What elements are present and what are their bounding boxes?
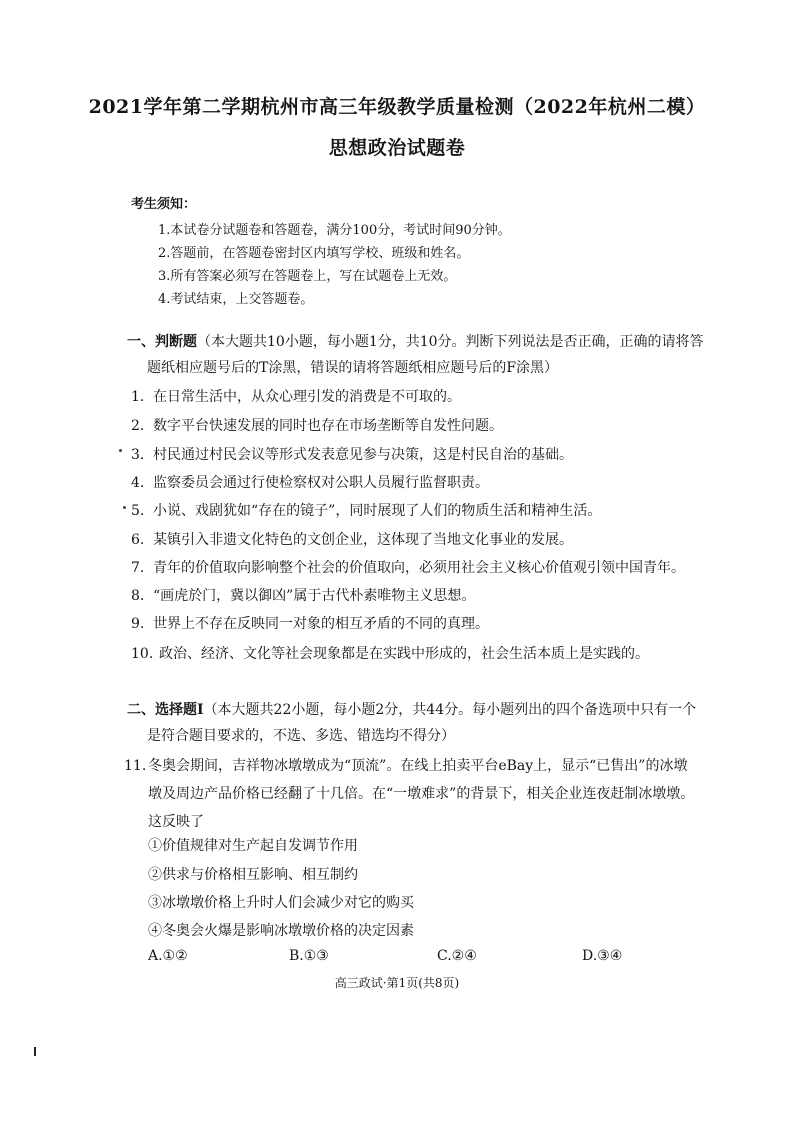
- question-number: 3.: [131, 447, 145, 463]
- page-footer: 高三政试·第1页(共8页): [334, 976, 460, 990]
- judgment-question: [131, 529, 573, 549]
- question-text: 政治、经济、文化等社会现象都是在实践中形成的，社会生活本质上是实践的。: [159, 646, 649, 662]
- notice-item: 1.本试卷分试题卷和答题卷，满分100分，考试时间90分钟。: [158, 223, 511, 238]
- answer-choice-b: B.①③: [289, 948, 329, 964]
- question-text: 小说、戏剧犹如“存在的镜子”，同时展现了人们的物质生活和精神生活。: [153, 503, 602, 519]
- scan-mark: [34, 1047, 36, 1056]
- question-stem-line: 墩及周边产品价格已经翻了十几倍。在“一墩难求”的背景下，相关企业连夜赶制冰墩墩。: [148, 786, 695, 802]
- choice-question-11: [124, 752, 694, 836]
- statement-option: ②供求与价格相互影响、相互制约: [148, 867, 358, 883]
- statement-option: ③冰墩墩价格上升时人们会减少对它的购买: [148, 895, 414, 911]
- question-text: 在日常生活中，从众心理引发的消费是不可取的。: [153, 389, 461, 405]
- question-number: 6.: [131, 532, 145, 548]
- question-text: 村民通过村民会议等形式发表意见参与决策，这是村民自治的基础。: [153, 447, 573, 463]
- question-number: 10.: [131, 646, 154, 662]
- question-number: 7.: [131, 560, 145, 576]
- exam-title: 2021学年第二学期杭州市高三年级教学质量检测（2022年杭州二模）: [88, 96, 706, 118]
- section-1-label: 一、判断题: [127, 334, 197, 350]
- section-1-heading: [127, 329, 704, 381]
- exam-subtitle: 思想政治试题卷: [328, 137, 466, 159]
- question-text: 数字平台快速发展的同时也存在市场垄断等自发性问题。: [153, 418, 503, 434]
- notice-heading: 考生须知：: [131, 197, 197, 212]
- judgment-question: [131, 386, 461, 406]
- question-number: 11.: [124, 758, 147, 774]
- section-2-label: 二、选择题Ⅰ: [127, 702, 204, 718]
- question-number: 2.: [131, 418, 145, 434]
- question-number: 9.: [131, 616, 145, 632]
- question-text: 某镇引入非遗文化特色的文创企业，这体现了当地文化事业的发展。: [153, 532, 573, 548]
- question-text: “画虎於门，冀以御凶”属于古代朴素唯物主义思想。: [153, 588, 476, 604]
- question-stem-line: 冬奥会期间，吉祥物冰墩墩成为“顶流”。在线上拍卖平台eBay上，显示“已售出”的冰墩: [148, 758, 688, 774]
- judgment-question: [131, 557, 685, 577]
- section-2-desc-cont: 是符合题目要求的，不选、多选、错选均不得分）: [147, 728, 455, 744]
- question-number: 4.: [131, 475, 145, 491]
- judgment-question: [131, 613, 489, 633]
- notice-item: 3.所有答案必须写在答题卷上，写在试题卷上无效。: [158, 269, 457, 284]
- question-text: 青年的价值取向影响整个社会的价值取向，必须用社会主义核心价值观引领中国青年。: [153, 560, 685, 576]
- notice-item: 4.考试结束，上交答题卷。: [158, 292, 314, 307]
- scan-speck: [123, 506, 126, 509]
- question-text: 世界上不存在反映同一对象的相互矛盾的不同的真理。: [153, 616, 489, 632]
- section-1-desc-cont: 题纸相应题号后的T涂黑，错误的请将答题纸相应题号后的F涂黑）: [147, 360, 559, 376]
- judgment-question: [131, 415, 503, 435]
- question-stem-line: 这反映了: [148, 814, 204, 830]
- judgment-question: [131, 472, 489, 492]
- judgment-question: [131, 643, 649, 663]
- question-number: 5.: [131, 503, 145, 519]
- section-2-heading: [127, 697, 696, 749]
- answer-choice-c: C.②④: [437, 948, 477, 964]
- statement-option: ①价值规律对生产起自发调节作用: [148, 838, 358, 854]
- section-1-desc: （本大题共10小题，每小题1分，共10分。判断下列说法是否正确，正确的请将答: [197, 334, 704, 350]
- scan-speck: [119, 449, 122, 452]
- question-number: 1.: [131, 389, 145, 405]
- statement-option: ④冬奥会火爆是影响冰墩墩价格的决定因素: [148, 923, 414, 939]
- judgment-question: [131, 444, 573, 464]
- answer-choice-d: D.③④: [582, 948, 623, 964]
- question-number: 8.: [131, 588, 145, 604]
- judgment-question: [131, 585, 475, 605]
- answer-choice-a: A.①②: [148, 948, 188, 964]
- question-text: 监察委员会通过行使检察权对公职人员履行监督职责。: [153, 475, 489, 491]
- judgment-question: [131, 500, 601, 520]
- section-2-desc: （本大题共22小题，每小题2分，共44分。每小题列出的四个备选项中只有一个: [203, 702, 697, 718]
- notice-item: 2.答题前，在答题卷密封区内填写学校、班级和姓名。: [158, 246, 470, 261]
